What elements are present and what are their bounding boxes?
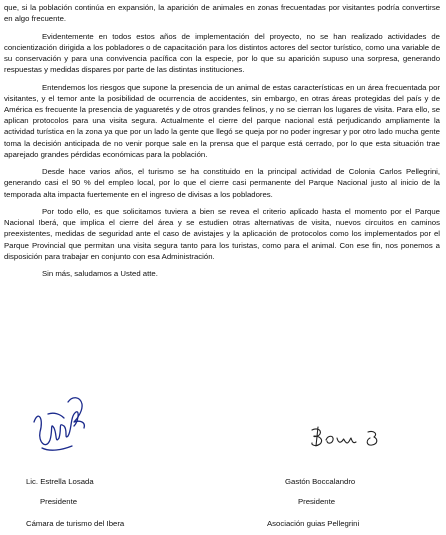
paragraph-tourism: Desde hace varios años, el turismo se ha constituido en la principal actividad de Colonia Carlos Pellegrini, generando casi el 90 % del empleo local, por lo que el cierre casi permanente del Parque Nacional justo al inicio de la temporada alta impacta fuertemente en el ingreso de divisas a los pobladores. bbox=[4, 167, 440, 199]
paragraph-risks: Entendemos los riesgos que supone la presencia de un animal de estas características en un área frecuentada por visitantes, y el temor ante la posibilidad de ocurrencia de accidentes, sin embargo, en otras áreas protegidas del país y de América es frecuente la presencia de yaguaretés y de otros grandes felinos, y no se cierran los lugares de visita. Para ello, se aplican protocolos para una visita segura. Actualmente el cierre del parque nacional está perjudicando ampliamente la actividad turística en la zona ya que por un lado la gente que llegó se queja por no poder ingresar y por otro lado mucha gente toma la decisión anticipada de no venir porque sale en la prensa que el parque está cerrado, por lo que esta situación trae aparejado grandes pérdidas económicas para la población. bbox=[4, 82, 440, 159]
signatory-right-organization: Asociación guias Pellegrini bbox=[267, 519, 360, 528]
paragraph-closing: Sin más, saludamos a Usted atte. bbox=[42, 269, 158, 279]
signatory-left-name: Lic. Estrella Losada bbox=[26, 477, 94, 486]
paragraph-awareness: Evidentemente en todos estos años de implementación del proyecto, no se han realizado actividades de concientización dirigida a los pobladores o de capacitación para los distintos actores del sector turístico, como una variable de su conservación y para una convivencia pacífica con la especie, por lo que su aparición supuso una sorpresa, generando respuestas y medidas dispares por parte de las distintas instituciones. bbox=[4, 31, 440, 75]
signature-right-image bbox=[308, 424, 388, 450]
signatory-left-role: Presidente bbox=[40, 497, 78, 506]
signatory-right-name: Gastón Boccalandro bbox=[285, 477, 356, 486]
paragraph-request: Por todo ello, es que solicitamos tuviera a bien se revea el criterio aplicado hasta el momento por el Parque Nacional Iberá, que implica el cierre del área y se estudien otras alternativas de visita, nuevos circuitos en caminos preexistentes, medidas de seguridad ante el caso de avistajes y la aplicación de protocolos como los implementados por el Parque Provincial que permitan una visita segura tanto para los turistas, como para el animal. Con ese fin, nos ponemos a disposición para trabajar en conjunto con esa Administración. bbox=[4, 207, 440, 261]
signature-left-image bbox=[28, 392, 90, 458]
signatory-right-role: Presidente bbox=[298, 497, 336, 506]
letter-body bbox=[4, 2, 440, 286]
paragraph-continuation: que, si la población continúa en expansión, la aparición de animales en zonas frecuentadas por visitantes podría convertirse en algo frecuente. bbox=[4, 3, 440, 24]
signatory-left-organization: Cámara de turismo del Ibera bbox=[26, 519, 125, 528]
